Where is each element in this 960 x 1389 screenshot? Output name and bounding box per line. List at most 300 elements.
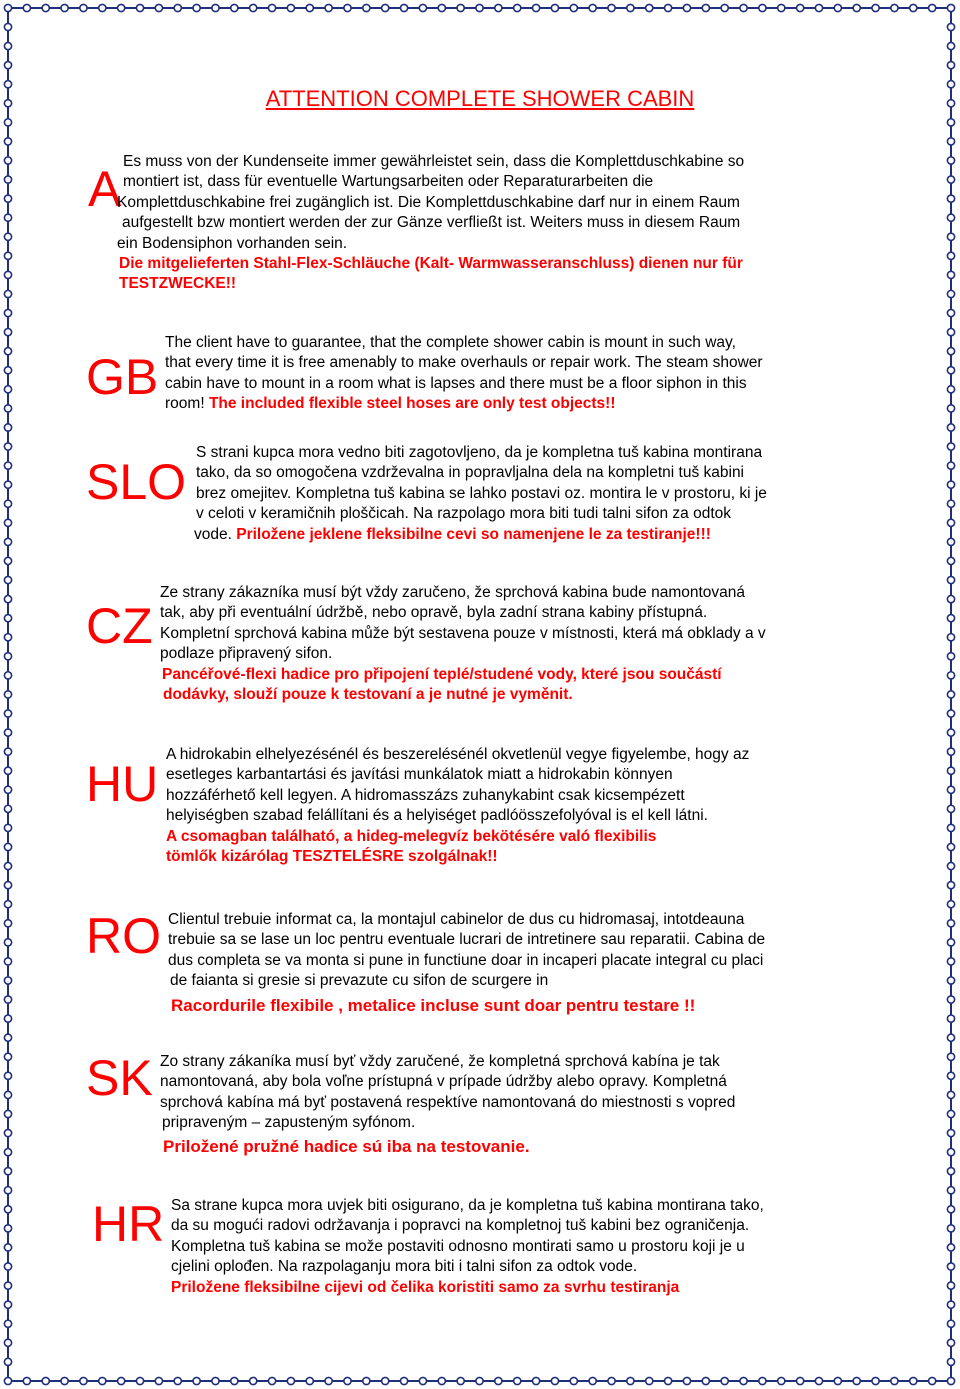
border-bead — [947, 309, 954, 316]
border-bead — [947, 138, 954, 145]
border-bead — [4, 500, 11, 507]
border-bead — [646, 4, 653, 11]
border-bead — [947, 1187, 954, 1194]
text-line: dus completa se va monta si pune in functiune doar in incaperi placate integral cu placi — [168, 951, 764, 969]
border-bead — [702, 4, 709, 11]
text-line: Zo strany zákaníka musí byť vždy zaručené, že kompletná sprchová kabína je tak — [160, 1053, 720, 1070]
border-bead — [4, 538, 11, 545]
border-bead — [4, 481, 11, 488]
text-line: The client have to guarantee, that the complete shower cabin is mount in such way, — [165, 334, 736, 351]
border-bead — [4, 977, 11, 984]
border-bead — [947, 1129, 954, 1136]
text-line: Es muss von der Kundenseite immer gewährleistet sein, dass die Komplettduschkabine so — [123, 153, 745, 170]
border-bead — [4, 290, 11, 297]
border-bead — [778, 4, 785, 11]
border-bead — [42, 1377, 49, 1384]
section-text-de — [117, 152, 744, 295]
text-line: A hidrokabin elhelyezésénél és beszerelésénél okvetlenül vegye figyelembe, hogy az — [166, 746, 750, 763]
text-line: esetleges karbantartási és javítási munkálatok miatt a hidrokabin könnyen — [166, 766, 673, 784]
border-bead — [947, 1225, 954, 1232]
border-bead — [155, 1377, 162, 1384]
border-bead — [514, 4, 521, 11]
border-bead — [947, 691, 954, 698]
border-bead — [4, 920, 11, 927]
border-bead — [947, 119, 954, 126]
border-bead — [118, 1377, 125, 1384]
border-bead — [947, 748, 954, 755]
section-letter-gb: GB — [86, 349, 159, 405]
border-bead — [4, 901, 11, 908]
border-bead — [947, 805, 954, 812]
border-bead — [4, 1187, 11, 1194]
border-bead — [4, 233, 11, 240]
border-bead — [947, 939, 954, 946]
border-bead — [4, 672, 11, 679]
border-bead — [947, 481, 954, 488]
border-bead — [797, 4, 804, 11]
text-line: vode. — [194, 525, 237, 543]
border-bead — [419, 1377, 426, 1384]
text-line: Komplettduschkabine frei zugänglich ist. Die Komplettduschkabine darf nur in einem Raum — [117, 193, 740, 211]
border-bead — [947, 653, 954, 660]
border-bead — [4, 1072, 11, 1079]
border-bead — [136, 1377, 143, 1384]
border-bead — [4, 157, 11, 164]
text-line: aufgestellt bzw montiert werden der zur Gänze verfließt ist. Weiters muss in diesem Raum — [122, 214, 741, 232]
border-bead — [4, 653, 11, 660]
text-line: tak, aby při eventuální údržbě, nebo opravě, byla zadní strana kabiny přístupná. — [160, 604, 708, 622]
border-bead — [193, 4, 200, 11]
border-bead — [947, 882, 954, 889]
border-bead — [4, 1377, 11, 1384]
border-bead — [947, 1320, 954, 1327]
border-bead — [212, 1377, 219, 1384]
border-bead — [947, 977, 954, 984]
border-bead — [4, 386, 11, 393]
border-bead — [947, 443, 954, 450]
border-bead — [4, 939, 11, 946]
section-letter-de: A — [88, 161, 122, 217]
text-line: namontovaná, aby bola voľne prístupná v prípade údržby alebo opravy. Kompletná — [160, 1073, 727, 1091]
text-line: ein Bodensiphon vorhanden sein. — [117, 234, 348, 252]
border-bead — [61, 1377, 68, 1384]
border-bead — [4, 138, 11, 145]
section-text-ro — [168, 910, 765, 1018]
border-bead — [947, 367, 954, 374]
border-bead — [42, 4, 49, 11]
border-bead — [4, 691, 11, 698]
section-letter-sk: SK — [86, 1050, 153, 1106]
border-bead — [99, 4, 106, 11]
border-bead — [4, 805, 11, 812]
border-bead — [382, 4, 389, 11]
border-bead — [947, 42, 954, 49]
border-bead — [721, 4, 728, 11]
border-bead — [947, 1244, 954, 1251]
border-bead — [947, 214, 954, 221]
border-bead — [4, 1320, 11, 1327]
border-bead — [4, 1244, 11, 1251]
text-line: room! — [165, 395, 209, 413]
border-bead — [495, 1377, 502, 1384]
text-line: Kompletní sprchová kabina může být sestavena pouze v místnosti, která má obklady a v — [160, 624, 766, 642]
border-bead — [4, 1129, 11, 1136]
border-bead — [4, 634, 11, 641]
border-bead — [947, 157, 954, 164]
section-letter-ro: RO — [86, 908, 161, 964]
border-bead — [4, 729, 11, 736]
border-bead — [551, 1377, 558, 1384]
border-bead — [306, 1377, 313, 1384]
border-bead — [947, 1034, 954, 1041]
border-bead — [740, 4, 747, 11]
border-bead — [815, 4, 822, 11]
border-bead — [4, 1282, 11, 1289]
border-bead — [947, 1168, 954, 1175]
border-bead — [193, 1377, 200, 1384]
text-line: tako, da so omogočena vzdrževalna in popravljalna dela na kompletni tuš kabini — [196, 464, 745, 482]
border-bead — [947, 576, 954, 583]
border-bead — [947, 329, 954, 336]
border-bead — [947, 23, 954, 30]
border-bead — [4, 1053, 11, 1060]
border-bead — [268, 4, 275, 11]
page-title: ATTENTION COMPLETE SHOWER CABIN — [265, 86, 695, 111]
border-bead — [947, 634, 954, 641]
border-bead — [4, 862, 11, 869]
border-bead — [910, 1377, 917, 1384]
border-bead — [419, 4, 426, 11]
border-bead — [363, 4, 370, 11]
border-bead — [947, 195, 954, 202]
border-bead — [834, 4, 841, 11]
border-bead — [344, 4, 351, 11]
warning-line: Pancéřové-flexi hadice pro připojení teplé/studené vody, které jsou součástí — [162, 665, 722, 683]
border-bead — [4, 1301, 11, 1308]
border-bead — [891, 4, 898, 11]
border-bead — [4, 576, 11, 583]
border-bead — [683, 4, 690, 11]
warning-line: tömlők kizárólag TESZTELÉSRE szolgálnak!! — [166, 848, 498, 866]
border-bead — [646, 1377, 653, 1384]
section-text-slo — [194, 443, 767, 545]
border-bead — [231, 1377, 238, 1384]
border-bead — [947, 1110, 954, 1117]
border-bead — [947, 958, 954, 965]
section-letter-hu: HU — [86, 756, 159, 812]
warning-line: TESTZWECKE!! — [119, 275, 237, 293]
border-bead — [815, 1377, 822, 1384]
border-bead — [438, 1377, 445, 1384]
warning-line: Priložené pružné hadice sú iba na testovanie. — [163, 1136, 530, 1156]
warning-text: The included flexible steel hoses are only test objects!! — [208, 395, 616, 413]
border-bead — [759, 1377, 766, 1384]
border-bead — [4, 595, 11, 602]
border-bead — [4, 1225, 11, 1232]
border-bead — [4, 214, 11, 221]
border-bead — [589, 1377, 596, 1384]
border-bead — [834, 1377, 841, 1384]
border-bead — [947, 862, 954, 869]
text-line: hozzáférhető kell legyen. A hidromasszázs zuhanykabint csak kicsempézett — [166, 786, 685, 804]
border-bead — [4, 252, 11, 259]
border-bead — [532, 1377, 539, 1384]
text-line: Clientul trebuie informat ca, la montajul cabinelor de dus cu hidromasaj, intotdeauna — [168, 911, 745, 928]
border-bead — [4, 996, 11, 1003]
border-bead — [4, 824, 11, 831]
section-text-gb — [165, 333, 763, 415]
border-bead — [4, 42, 11, 49]
border-bead — [4, 119, 11, 126]
border-bead — [929, 4, 936, 11]
border-bead — [155, 4, 162, 11]
border-bead — [947, 557, 954, 564]
border-bead — [947, 615, 954, 622]
border-bead — [702, 1377, 709, 1384]
section-letter-cz: CZ — [86, 598, 153, 654]
border-bead — [910, 4, 917, 11]
border-bead — [947, 843, 954, 850]
text-line: montiert ist, dass für eventuelle Wartungsarbeiten oder Reparaturarbeiten die — [123, 173, 654, 191]
border-bead — [287, 4, 294, 11]
border-bead — [4, 843, 11, 850]
border-bead — [4, 1148, 11, 1155]
border-bead — [947, 1072, 954, 1079]
border-bead — [947, 62, 954, 69]
border-bead — [457, 1377, 464, 1384]
text-line: podlaze připravený sifon. — [160, 645, 333, 663]
border-bead — [4, 1110, 11, 1117]
border-bead — [476, 1377, 483, 1384]
border-bead — [853, 1377, 860, 1384]
text-line: Ze strany zákazníka musí být vždy zaručeno, že sprchová kabina bude namontovaná — [160, 584, 746, 601]
border-bead — [947, 1148, 954, 1155]
border-bead — [665, 1377, 672, 1384]
border-bead — [4, 405, 11, 412]
border-bead — [80, 4, 87, 11]
border-bead — [947, 1301, 954, 1308]
border-bead — [4, 348, 11, 355]
border-bead — [872, 1377, 879, 1384]
border-bead — [4, 786, 11, 793]
border-bead — [80, 1377, 87, 1384]
text-line: v celoti v keramičnih ploščicah. Na razpolago mora biti tudi talni sifon za odtok — [196, 505, 732, 523]
border-bead — [778, 1377, 785, 1384]
border-bead — [947, 595, 954, 602]
border-bead — [325, 4, 332, 11]
border-bead — [608, 1377, 615, 1384]
border-bead — [627, 1377, 634, 1384]
border-bead — [891, 1377, 898, 1384]
border-bead — [23, 1377, 30, 1384]
border-bead — [250, 4, 257, 11]
border-bead — [4, 1091, 11, 1098]
border-bead — [4, 710, 11, 717]
border-bead — [514, 1377, 521, 1384]
border-bead — [400, 4, 407, 11]
border-bead — [438, 4, 445, 11]
border-bead — [344, 1377, 351, 1384]
border-bead — [947, 405, 954, 412]
border-bead — [4, 767, 11, 774]
border-bead — [947, 348, 954, 355]
border-bead — [721, 1377, 728, 1384]
border-bead — [947, 767, 954, 774]
border-bead — [4, 367, 11, 374]
border-bead — [947, 1015, 954, 1022]
border-bead — [683, 1377, 690, 1384]
text-line: brez omejitev. Kompletna tuš kabina se lahko postavi oz. montira le v prostoru, ki je — [196, 484, 767, 502]
border-bead — [947, 176, 954, 183]
text-line: S strani kupca mora vedno biti zagotovljeno, da je kompletna tuš kabina montirana — [196, 444, 763, 461]
border-bead — [947, 290, 954, 297]
border-bead — [174, 1377, 181, 1384]
section-letter-slo: SLO — [86, 454, 187, 510]
border-bead — [947, 424, 954, 431]
border-bead — [947, 824, 954, 831]
border-bead — [759, 4, 766, 11]
border-bead — [4, 443, 11, 450]
border-bead — [4, 519, 11, 526]
border-bead — [4, 309, 11, 316]
section-text-hr — [171, 1196, 764, 1298]
border-bead — [4, 958, 11, 965]
border-bead — [947, 500, 954, 507]
border-bead — [495, 4, 502, 11]
warning-line: Priložene fleksibilne cijevi od čelika koristiti samo za svrhu testiranja — [171, 1278, 680, 1296]
text-line: trebuie sa se lase un loc pentru eventuale lucrari de intretinere sau reparatii. Cabina de — [168, 931, 766, 949]
text-line: da su mogući radovi održavanja i popravci na kompletnoj tuš kabini bez ograničenja. — [171, 1217, 750, 1235]
border-bead — [363, 1377, 370, 1384]
border-bead — [947, 386, 954, 393]
section-text-cz — [160, 583, 766, 705]
border-bead — [797, 1377, 804, 1384]
border-bead — [947, 4, 954, 11]
warning-line: Racordurile flexibile , metalice incluse sunt doar pentru testare !! — [171, 995, 696, 1015]
border-bead — [231, 4, 238, 11]
section-text-hu — [166, 745, 749, 867]
border-bead — [268, 1377, 275, 1384]
border-bead — [4, 748, 11, 755]
border-bead — [4, 195, 11, 202]
border-bead — [400, 1377, 407, 1384]
border-bead — [61, 4, 68, 11]
text-line: Kompletna tuš kabina se može postaviti odnosno montirati samo u prostoru koji je u — [171, 1237, 745, 1255]
border-bead — [551, 4, 558, 11]
border-bead — [947, 920, 954, 927]
border-bead — [4, 882, 11, 889]
border-bead — [4, 4, 11, 11]
text-line: helyiségben szabad felállítani és a helyiséget padlóösszefolyóval is el kell látni. — [166, 807, 708, 825]
border-bead — [947, 1091, 954, 1098]
border-bead — [947, 786, 954, 793]
text-line: cabin have to mount in a room what is lapses and there must be a floor siphon in this — [165, 374, 747, 392]
border-bead — [740, 1377, 747, 1384]
border-bead — [947, 1206, 954, 1213]
border-bead — [947, 462, 954, 469]
border-bead — [476, 4, 483, 11]
warning-line: Die mitgelieferten Stahl-Flex-Schläuche (Kalt- Warmwasseranschluss) dienen nur für — [119, 255, 743, 273]
border-bead — [325, 1377, 332, 1384]
border-bead — [947, 1358, 954, 1365]
border-bead — [4, 615, 11, 622]
border-bead — [4, 1168, 11, 1175]
border-bead — [4, 1339, 11, 1346]
border-bead — [570, 1377, 577, 1384]
border-bead — [118, 4, 125, 11]
border-bead — [947, 538, 954, 545]
border-bead — [947, 252, 954, 259]
border-bead — [947, 1339, 954, 1346]
border-bead — [665, 4, 672, 11]
border-bead — [947, 1053, 954, 1060]
border-bead — [947, 1377, 954, 1384]
border-bead — [627, 4, 634, 11]
border-bead — [457, 4, 464, 11]
text-line: Sa strane kupca mora uvjek biti osigurano, da je kompletna tuš kabina montirana tako, — [171, 1197, 764, 1214]
border-bead — [947, 519, 954, 526]
border-bead — [4, 329, 11, 336]
border-bead — [382, 1377, 389, 1384]
warning-line: dodávky, slouží pouze k testovaní a je nutné je vyměnit. — [163, 686, 573, 704]
border-bead — [4, 271, 11, 278]
border-bead — [4, 176, 11, 183]
border-bead — [929, 1377, 936, 1384]
text-line: pripraveným – zapusteným syfónom. — [162, 1114, 416, 1132]
border-bead — [4, 1358, 11, 1365]
border-bead — [947, 1263, 954, 1270]
border-bead — [947, 901, 954, 908]
section-letter-hr: HR — [92, 1196, 165, 1252]
border-bead — [174, 4, 181, 11]
border-bead — [947, 1282, 954, 1289]
border-bead — [4, 462, 11, 469]
border-bead — [947, 672, 954, 679]
border-bead — [947, 271, 954, 278]
text-line: that every time it is free amenably to make overhauls or repair work. The steam shower — [165, 354, 763, 372]
border-bead — [4, 23, 11, 30]
warning-line: A csomagban található, a hideg-melegvíz bekötésére való flexibilis — [166, 827, 657, 845]
border-bead — [4, 62, 11, 69]
border-bead — [4, 1206, 11, 1213]
border-bead — [947, 996, 954, 1003]
border-bead — [947, 729, 954, 736]
border-bead — [4, 1263, 11, 1270]
border-bead — [136, 4, 143, 11]
border-bead — [4, 1034, 11, 1041]
border-bead — [23, 4, 30, 11]
border-bead — [4, 1015, 11, 1022]
text-line: cjelini oplođen. Na razpolaganju mora biti i talni sifon za odtok vode. — [171, 1258, 638, 1276]
border-bead — [947, 233, 954, 240]
border-bead — [853, 4, 860, 11]
border-bead — [947, 710, 954, 717]
border-bead — [306, 4, 313, 11]
warning-text: Priložene jeklene fleksibilne cevi so namenjene le za testiranje!!! — [236, 525, 711, 543]
text-line: sprchová kabína má byť postavená respektíve namontovaná do miestnosti s vopred — [160, 1093, 736, 1111]
border-bead — [532, 4, 539, 11]
border-bead — [4, 557, 11, 564]
border-bead — [608, 4, 615, 11]
section-text-sk — [160, 1052, 735, 1159]
border-bead — [99, 1377, 106, 1384]
border-bead — [212, 4, 219, 11]
border-bead — [872, 4, 879, 11]
border-bead — [4, 424, 11, 431]
text-line: de faianta si gresie si prevazute cu sifon de scurgere in — [170, 972, 549, 990]
border-bead — [589, 4, 596, 11]
border-bead — [250, 1377, 257, 1384]
